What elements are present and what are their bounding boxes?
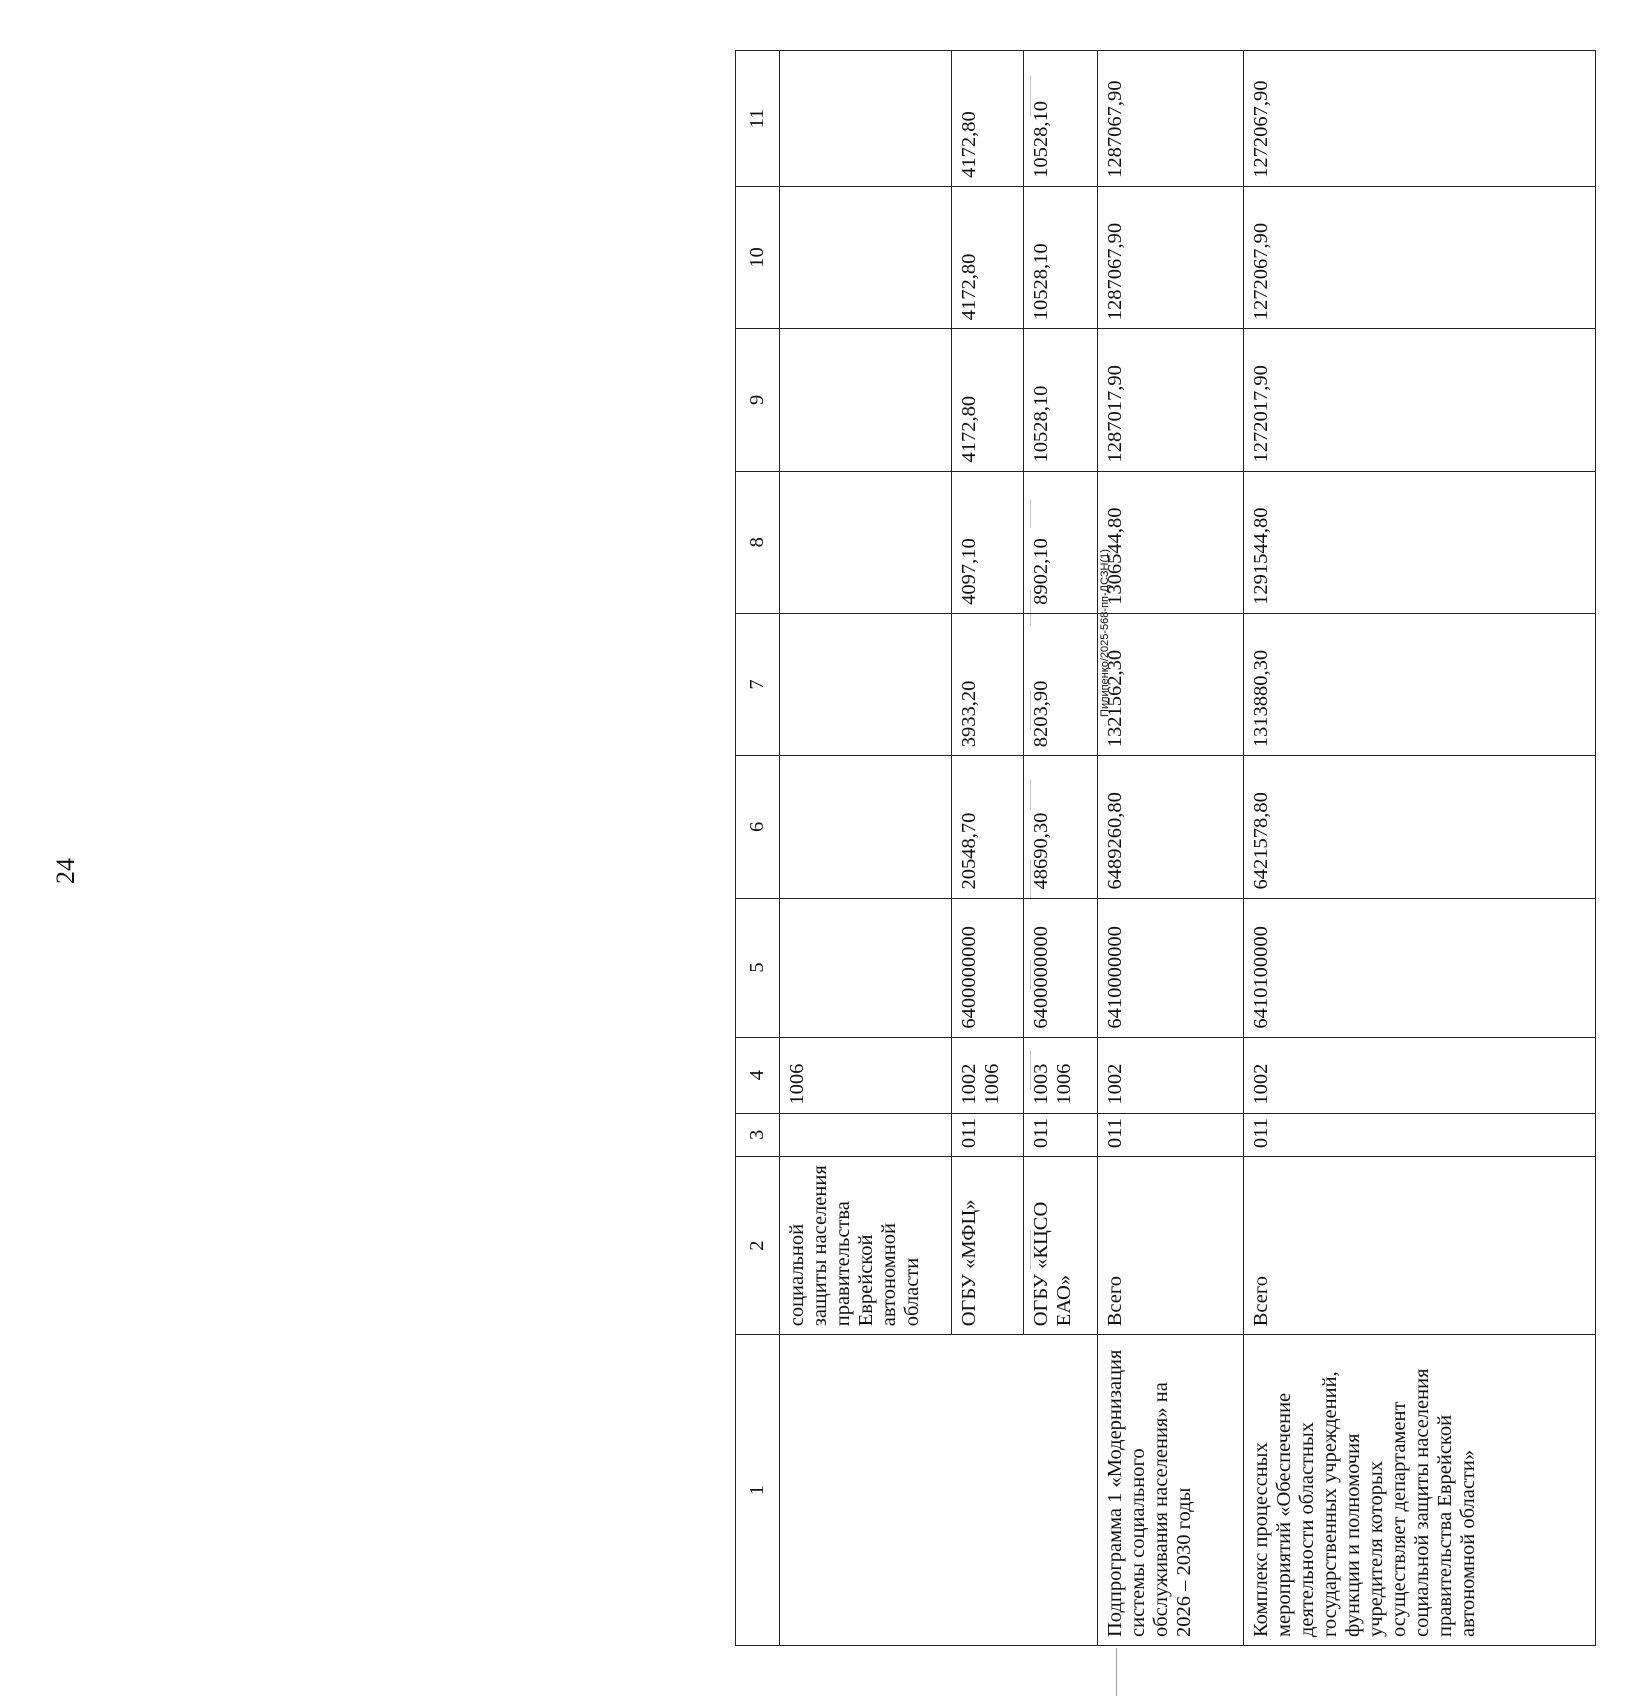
table-cell: 4097,10 [952,471,1024,613]
table-row [780,51,952,1646]
table-cell: 8902,10 [1024,471,1098,613]
table-cell [780,1113,952,1156]
budget-table [735,50,1596,1646]
table-cell: 011 [1244,1113,1596,1156]
table-cell: 1002 1006 [952,1037,1024,1113]
table-cell: 1313880,30 [1244,613,1596,755]
table-cell [1024,1335,1098,1646]
table-cell: 10528,10 [1024,329,1098,471]
table-cell [780,186,952,328]
table-cell [780,51,952,187]
column-header: 10 [736,186,780,328]
table-cell: 1003 1006 [1024,1037,1098,1113]
table-cell [780,329,952,471]
table-cell: 48690,30 [1024,756,1098,898]
column-header: 11 [736,51,780,187]
column-header: 5 [736,898,780,1037]
table-cell [780,471,952,613]
table-cell: 1306544,80 [1098,471,1244,613]
table-cell: 1006 [780,1037,952,1113]
table-cell: 1287017,90 [1098,329,1244,471]
table-cell: 6421578,80 [1244,756,1596,898]
table-cell: 1321562,30 [1098,613,1244,755]
table-cell: 011 [1098,1113,1244,1156]
table-cell: Комплекс процессных мероприятий «Обеспечение деятельности областных государственных учреждений, функции и полномочия учредителя которых осуществляет департамент социальной защиты населения правительства Еврейской автономной области» [1244,1335,1596,1646]
document-code: Пилипенко/2025-568-пп-ДСЗН(1) [1099,549,1111,717]
column-header: 8 [736,471,780,613]
table-cell: 4172,80 [952,329,1024,471]
table-cell: 20548,70 [952,756,1024,898]
table-cell: 1291544,80 [1244,471,1596,613]
table-cell: 011 [952,1113,1024,1156]
table-cell: социальной защиты населения правительства Еврейской автономной области [780,1157,952,1335]
table-cell: ОГБУ «МФЦ» [952,1157,1024,1335]
table-row [1244,51,1596,1646]
table-cell: 1272067,90 [1244,51,1596,187]
table-cell [780,613,952,755]
table-cell: 4172,80 [952,186,1024,328]
table-cell: 6400000000 [952,898,1024,1037]
table-cell [780,1335,952,1646]
column-header: 4 [736,1037,780,1113]
table-cell [952,1335,1024,1646]
column-header: 2 [736,1157,780,1335]
rotated-table-wrapper [735,16,1635,1646]
column-header: 9 [736,329,780,471]
table-cell: 10528,10 [1024,51,1098,187]
table-cell: Подпрограмма 1 «Модернизация системы социального обслуживания населения» на 2026 – 2030 годы [1098,1335,1244,1646]
table-cell: 1287067,90 [1098,51,1244,187]
table-row [952,51,1024,1646]
table-cell: 8203,90 [1024,613,1098,755]
column-header: 3 [736,1113,780,1156]
table-cell: 6400000000 [1024,898,1098,1037]
table-cell: 011 [1024,1113,1098,1156]
margin-rule [1116,1648,1117,1696]
table-row [1024,51,1098,1646]
table-cell: 10528,10 [1024,186,1098,328]
table-cell: 1002 [1244,1037,1596,1113]
table-cell: Всего [1098,1157,1244,1335]
table-cell [780,898,952,1037]
table-cell: Всего [1244,1157,1596,1335]
table-cell: 6410100000 [1244,898,1596,1037]
column-header: 7 [736,613,780,755]
column-header: 6 [736,756,780,898]
table-cell: 6489260,80 [1098,756,1244,898]
table-cell: ОГБУ «КЦСО ЕАО» [1024,1157,1098,1335]
table-cell: 1287067,90 [1098,186,1244,328]
table-cell: 1002 [1098,1037,1244,1113]
table-cell: 1272067,90 [1244,186,1596,328]
table-cell [780,756,952,898]
page-number: 24 [51,858,80,884]
header-row [736,51,780,1646]
table-cell: 6410000000 [1098,898,1244,1037]
table-cell: 3933,20 [952,613,1024,755]
table-cell: 4172,80 [952,51,1024,187]
table-cell: 1272017,90 [1244,329,1596,471]
column-header: 1 [736,1335,780,1646]
table-row [1098,51,1244,1646]
